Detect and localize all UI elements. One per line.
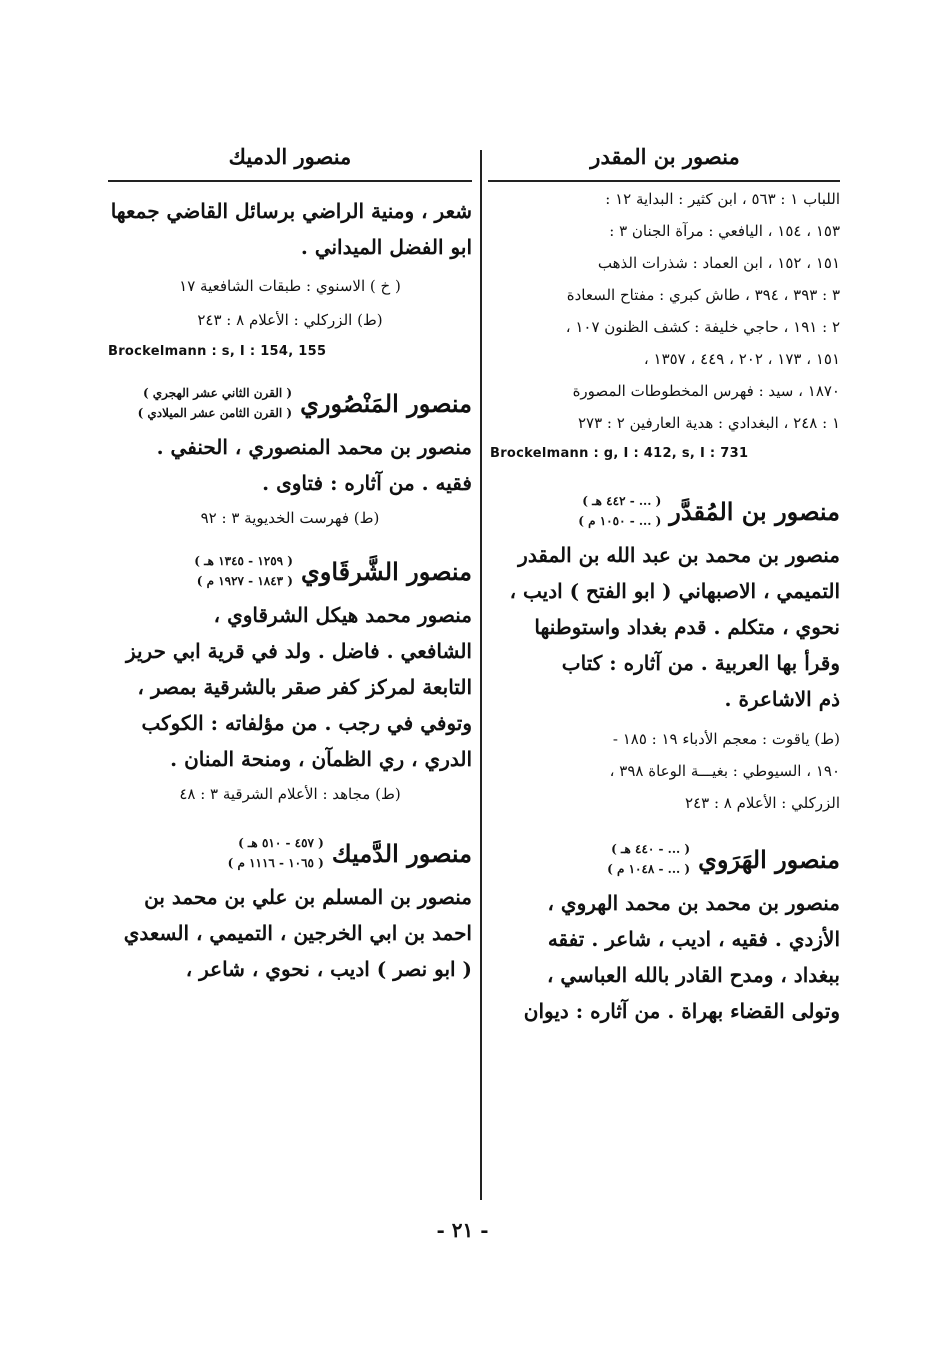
body-line: ذم الاشاعرة . — [724, 687, 840, 711]
body-line: الشافعي . فاضل . ولد في قرية ابي حريز — [125, 639, 472, 663]
entry-heading — [490, 839, 840, 879]
body-line: منصور بن محمد بن محمد الهروي ، — [547, 891, 840, 915]
left-column — [108, 135, 472, 987]
gregorian-dates: ( القرن الثامن عشر الميلادي ) — [137, 406, 293, 420]
entry-dates — [138, 383, 293, 423]
hijri-dates: ( ... - ٤٤٢ هـ ) — [582, 494, 662, 508]
body-line: ببغداد ، ومدح القادر بالله العباسي ، — [546, 963, 840, 987]
reference-line: ٢ : ١٩١ ، حاجي خليفة : كشف الظنون ١٠٧ ، — [565, 318, 840, 336]
body-line: ( ابو نصر ) اديب ، نحوي ، شاعر ، — [185, 957, 472, 981]
body-line: نحوي ، متكلم . قدم بغداد واستوطنها — [534, 615, 840, 639]
gregorian-dates: ( ... - ١٠٥٠ م ) — [578, 514, 662, 528]
body-line: ابو الفضل الميداني . — [300, 235, 472, 259]
entry-name: منصور الشَّرقَاوي — [300, 556, 472, 586]
latin-reference: Brockelmann : g, I : 412, s, I : 731 — [490, 446, 749, 461]
entry-name: منصور المَنْصُوري — [300, 388, 472, 418]
reference-line: (ط) الزركلي : الأعلام ٨ : ٢٤٣ — [197, 311, 383, 329]
entry-body — [490, 537, 840, 717]
reference-line: (ط) مجاهد : الأعلام الشرقية ٣ : ٤٨ — [179, 785, 401, 803]
page-number: - ٢١ - — [436, 1218, 489, 1242]
entry-heading — [108, 833, 472, 873]
entry-heading — [490, 491, 840, 531]
reference-line: (ط) ياقوت : معجم الأدباء ١٩ : ١٨٥ - — [612, 730, 840, 748]
entry-dates — [607, 839, 690, 879]
reference-line: ١٥٣ ، ١٥٤ ، اليافعي : مرآة الجنان ٣ : — [609, 222, 840, 240]
column-divider — [480, 150, 482, 1200]
body-line: منصور محمد هيكل الشرقاوي ، — [213, 603, 472, 627]
body-line: وتولى القضاء بهراة . من آثاره : ديوان — [523, 999, 840, 1023]
reference-line: ١٩٠ ، السيوطي : بغيـــة الوعاة ٣٩٨ ، — [609, 762, 840, 780]
entry-references — [108, 777, 472, 811]
body-line: التميمي ، الاصبهاني ( ابو الفتح ) اديب ، — [509, 579, 840, 603]
hijri-dates: ( ١٢٥٩ - ١٣٤٥ هـ ) — [194, 554, 293, 568]
entry-dates — [194, 551, 293, 591]
entry-references — [490, 723, 840, 819]
entry-body — [108, 879, 472, 987]
reference-line: ١٨٧٠ ، سيد : فهرس المخطوطات المصورة — [572, 382, 840, 400]
body-line: الأزدي . فقيه ، اديب ، شاعر . تفقه — [547, 927, 840, 951]
reference-line: اللباب ١ : ٥٦٣ ، ابن كثير : البداية ١٢ : — [605, 190, 840, 208]
entry-dates — [578, 491, 661, 531]
right-column — [490, 135, 840, 1029]
entry-heading — [108, 551, 472, 591]
entry-name: منصور الهَرَوي — [698, 844, 840, 874]
entry-references — [108, 501, 472, 535]
entry-body — [108, 597, 472, 777]
body-line: الدري ، ري الظمآن ، ومنحة المنان . — [170, 747, 472, 771]
latin-reference: Brockelmann : s, I : 154, 155 — [108, 344, 327, 359]
entry-dates — [228, 833, 324, 873]
continued-body — [108, 193, 472, 265]
body-line: شعر ، ومنية الراضي برسائل القاضي جمعها — [110, 199, 472, 223]
entry-heading — [108, 383, 472, 423]
reference-line: ٣ : ٣٩٣ ، ٣٩٤ ، طاش كبري : مفتاح السعادة — [566, 286, 840, 304]
left-top-references — [108, 269, 472, 337]
hijri-dates: ( ... - ٤٤٠ هـ ) — [611, 842, 691, 856]
entry-name: منصور الدَّميك — [331, 838, 472, 868]
body-line: منصور بن المسلم بن علي بن محمد بن — [144, 885, 472, 909]
gregorian-dates: ( ١٨٤٣ - ١٩٢٧ م ) — [196, 574, 293, 588]
body-line: فقيه . من آثاره : فتاوى . — [262, 471, 472, 495]
reference-line: ١٥١ ، ١٥٢ ، ابن العماد : شذرات الذهب — [597, 254, 840, 272]
reference-line: ١ : ٢٤٨ ، البغدادي : هدية العارفين ٢ : ٢٧٣ — [577, 414, 840, 432]
body-line: وقرأ بها العربية . من آثاره : كتاب — [561, 651, 840, 675]
body-line: منصور بن محمد بن عبد الله بن المقدر — [518, 543, 840, 567]
reference-line: (ط) فهرست الخديوية ٣ : ٩٢ — [200, 509, 380, 527]
reference-line: الزركلي : الأعلام ٨ : ٢٤٣ — [685, 794, 840, 812]
hijri-dates: ( القرن الثاني عشر الهجري ) — [142, 386, 293, 400]
body-line: احمد بن ابي الخرجين ، التميمي ، السعدي — [123, 921, 472, 945]
reference-line: ( خ ) الاسنوي : طبقات الشافعية ١٧ — [179, 277, 401, 295]
entry-body — [490, 885, 840, 1029]
left-running-header: منصور الدميك — [228, 144, 352, 169]
reference-line: ١٥١ ، ١٧٣ ، ٢٠٢ ، ٤٤٩ ، ١٣٥٧ ، — [643, 350, 840, 368]
entry-body — [108, 429, 472, 501]
body-line: التابعة لمركز كفر صقر بالشرقية بمصر ، — [137, 675, 472, 699]
gregorian-dates: ( ... - ١٠٤٨ م ) — [607, 862, 691, 876]
hijri-dates: ( ٤٥٧ - ٥١٠ هـ ) — [238, 836, 324, 850]
gregorian-dates: ( ١٠٦٥ - ١١١٦ م ) — [227, 856, 324, 870]
right-top-references — [490, 183, 840, 439]
body-line: وتوفي في رجب . من مؤلفاته : الكوكب — [141, 711, 472, 735]
entry-name: منصور بن المُقدَّر — [669, 496, 840, 526]
right-running-header: منصور بن المقدر — [590, 144, 740, 169]
body-line: منصور بن محمد المنصوري ، الحنفي . — [156, 435, 472, 459]
